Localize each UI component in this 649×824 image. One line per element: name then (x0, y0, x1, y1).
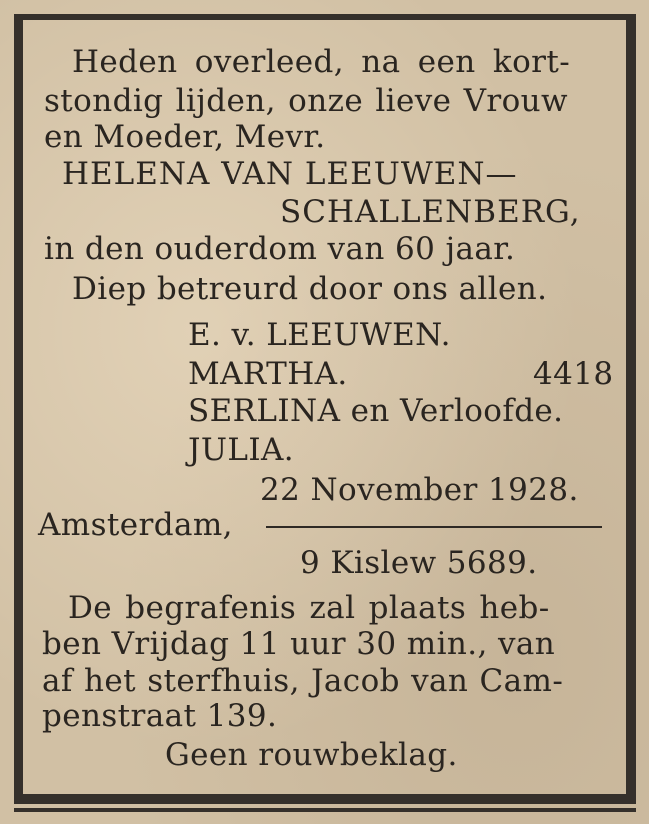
gregorian-date: 22 November 1928. (260, 472, 579, 508)
family-member-4: JULIA. (188, 432, 295, 468)
closing-line: Geen rouwbeklag. (165, 737, 458, 773)
family-member-3: SERLINA en Verloofde. (188, 393, 564, 429)
intro-line-2: stondig lijden, onze lieve Vrouw (44, 83, 568, 119)
family-member-1: E. v. LEEUWEN. (188, 317, 451, 353)
deceased-name-line-2: SCHALLENBERG, (280, 194, 581, 230)
hebrew-date: 9 Kislew 5689. (300, 545, 538, 581)
deceased-name-line-1: HELENA VAN LEEUWEN— (62, 156, 518, 192)
intro-line-3: en Moeder, Mevr. (44, 119, 326, 155)
advertisement-number: 4418 (533, 356, 614, 392)
place-name: Amsterdam, (38, 507, 233, 543)
intro-line-1: Heden overleed, na een kort- (72, 44, 571, 80)
family-member-2: MARTHA. (188, 356, 348, 392)
age-line: in den ouderdom van 60 jaar. (44, 231, 516, 267)
funeral-line-4: penstraat 139. (42, 698, 278, 734)
mourned-line: Diep betreurd door ons allen. (72, 271, 548, 307)
funeral-line-2: ben Vrijdag 11 uur 30 min., van (42, 626, 556, 662)
notice-border-bottom-rule (14, 808, 636, 812)
funeral-line-3: af het sterfhuis, Jacob van Cam- (42, 663, 564, 699)
funeral-line-1: De begrafenis zal plaats heb- (68, 590, 550, 626)
date-divider-rule (266, 526, 602, 528)
